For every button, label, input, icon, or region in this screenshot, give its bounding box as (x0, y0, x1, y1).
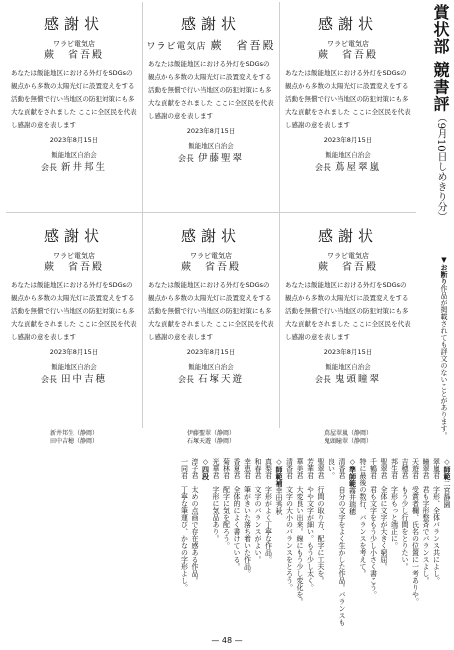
certificate-signature (7, 374, 141, 386)
commentary-text: 幸田秀秋 (275, 487, 283, 515)
winner-name: 蔦屋翠嵐（静岡） (323, 430, 372, 437)
commentary-line (379, 458, 390, 630)
certificate-recipient: 蕨 省吾殿 (210, 39, 276, 52)
commentary-line (284, 458, 295, 630)
winners-group (7, 430, 141, 446)
certificate-company: ワラビ電気店 (190, 252, 232, 260)
certificate-title: 感謝状 (43, 15, 104, 33)
signer-title: 会長 (314, 163, 331, 172)
notice (423, 256, 449, 466)
commentary-line (295, 458, 306, 630)
commentary-line (316, 458, 327, 630)
certificate-signature (7, 162, 141, 174)
certificate-org: 飯能地区自治会 (51, 151, 97, 159)
commentary-line (347, 458, 358, 630)
commentary-line (305, 458, 316, 630)
commentary-line (431, 458, 442, 630)
certificate-signature (144, 374, 278, 386)
commentary-text: 菊林君 配字に気を配ろう。 (222, 458, 231, 549)
certificate-date: 2023年8月15日 (186, 348, 236, 356)
signer-title: 会長 (40, 375, 57, 384)
certificate-signature (281, 374, 415, 386)
notice-mark: ▼お断り (440, 256, 448, 285)
commentary-text: 千鶴君 君も文字をもう少し小さく書こう。 (369, 458, 378, 598)
commentary-text: 淳子君 太めの点画で存在感ある作品。 (191, 458, 199, 584)
certificate-title: 感謝状 (180, 15, 241, 33)
certificate-body: あなたは飯能地区における外灯をSDGsの観点から多数の太陽光灯に設置変えをする活動を無償で行い当地区の防犯対策にも多大な貢献をされました ここに全区民を代表し感謝の意を表します (11, 281, 137, 341)
commentary-text: 特に最後の数行、バランスを考えて。 (359, 458, 367, 577)
commentary (6, 458, 452, 630)
certificate-date: 2023年8月15日 (49, 136, 99, 144)
signer-name: 鬼頭瞳翠 (334, 374, 381, 385)
signer-title: 会長 (314, 375, 331, 384)
signer-name: 石塚天遊 (197, 374, 244, 385)
commentary-text: 邦生君 字形もっと端正に。 (390, 458, 399, 549)
commentary-text: 天遊君 受賞者欄、氏名の位置に一考ありや。 (411, 458, 420, 605)
certificate-6 (281, 216, 415, 421)
winner-name: 新井邦生（静岡） (49, 430, 98, 437)
signer-title: 会長 (40, 163, 57, 172)
certificate-signature (281, 162, 415, 174)
certificate-org: 飯能地区自治会 (325, 151, 371, 159)
certificate-date: 2023年8月15日 (49, 348, 99, 356)
certificate-company: ワラビ電気店 (327, 252, 369, 260)
certificate-recipient: 蕨 省吾殿 (318, 50, 378, 61)
grid-divider (6, 212, 416, 213)
winner-name: 鬼頭瞳翠（静岡） (323, 438, 372, 445)
section-title (420, 4, 452, 254)
commentary-line (421, 458, 432, 630)
certificate-body: あなたは飯能地区における外灯をSDGsの観点から多数の太陽光灯に設置変えをする活動を無償で行い当地区の防犯対策にも多大な貢献をされました ここに全区民を代表し感謝の意を表します (148, 281, 274, 341)
section-title-deadline: （9月10日しめきり分） (435, 112, 446, 222)
commentary-line (326, 458, 347, 630)
certificate-body: あなたは飯能地区における外灯をSDGsの観点から多数の太陽光灯に設置変えをする活動を無償で行い当地区の防犯対策にも多大な貢献をされました ここに全区民を代表し感謝の意を表します (285, 281, 411, 341)
certificate-date: 2023年8月15日 (323, 136, 373, 144)
winner-name: 石塚天遊（静岡） (186, 438, 235, 445)
commentary-text: 瞳翠君 君も字形整斉でバランスよし。 (422, 458, 430, 584)
certificate-org: 飯能地区自治会 (325, 363, 371, 371)
certificate-title: 感謝状 (43, 227, 104, 245)
commentary-line (179, 458, 190, 630)
commentary-text: 清香君 自分の文字をよく生かした作品。バランスも良い。 (327, 458, 346, 626)
grid-divider (142, 2, 143, 428)
signer-title: 会長 (177, 154, 194, 163)
signer-name: 新井邦生 (60, 162, 107, 173)
certificate-date: 2023年8月15日 (323, 348, 373, 356)
certificate-5 (144, 216, 278, 421)
commentary-line (242, 458, 253, 630)
winner-name: 伊藤聖翠（静岡） (186, 430, 235, 437)
certificate-1 (7, 4, 141, 209)
commentary-text: 真梨君 字形がよく丁寧な作品。 (264, 458, 273, 563)
certificate-body: あなたは飯能地区における外灯をSDGsの観点から多数の太陽光灯に設置変えをする活動を無償で行い当地区の防犯対策にも多大な貢献をされました ここに全区民を代表し感謝の意を表します (148, 60, 274, 120)
commentary-line (253, 458, 264, 630)
commentary-line (368, 458, 379, 630)
certificate-body: あなたは飯能地区における外灯をSDGsの観点から多数の太陽光灯に設置変えをする活動を無償で行い当地区の防犯対策にも多大な貢献をされました ここに全区民を代表し感謝の意を表します (285, 69, 411, 129)
signer-name: 伊藤聖翠 (197, 153, 244, 164)
signer-title: 会長 (177, 375, 194, 384)
commentary-line (263, 458, 274, 630)
commentary-heading: ◇師範 (443, 458, 451, 480)
certificate-org: 飯能地区自治会 (51, 363, 97, 371)
commentary-text: 二宮静園 (443, 480, 451, 508)
notice-text: 作品が掲載されても評文のないことがあります。 (440, 285, 448, 439)
certificate-org: 飯能地区自治会 (188, 363, 234, 371)
commentary-line (190, 458, 201, 630)
page-number: — 48 — (211, 636, 243, 645)
commentary-text: 華美君 大変良い出来。線にもう少し変化を。 (296, 458, 304, 605)
commentary-text: 芳華君 やや文字が細い。もう少し太く。 (306, 458, 315, 591)
grid-divider (279, 2, 280, 428)
certificate-recipient: 蕨 省吾殿 (44, 50, 104, 61)
certificate-title: 感謝状 (180, 227, 241, 245)
certificate-org: 飯能地区自治会 (188, 142, 234, 150)
signer-name: 蔦屋翠嵐 (334, 162, 381, 173)
certificate-body: あなたは飯能地区における外灯をSDGsの観点から多数の太陽光灯に設置変えをする活動を無償で行い当地区の防犯対策にも多大な貢献をされました ここに全区民を代表し感謝の意を表します (11, 69, 137, 129)
commentary-line (442, 458, 453, 630)
certificate-recipient: 蕨 省吾殿 (318, 262, 378, 273)
certificate-title: 感謝状 (317, 15, 378, 33)
commentary-text: 幸恵君 筆がきいた落ち着いた作品。 (243, 458, 252, 577)
certificate-signature (144, 153, 278, 165)
commentary-text: 香夏君 全体的によく書けている。 (233, 458, 241, 570)
section-title-main: 賞状部 競書評 (431, 4, 450, 113)
certificate-date: 2023年8月15日 (186, 127, 236, 135)
commentary-line (221, 458, 232, 630)
commentary-text: 霧井瑞穂 (348, 487, 357, 515)
winners-group (281, 430, 415, 446)
commentary-line (400, 458, 411, 630)
commentary-text: 一同君 丁寧な筆運び、かなの字形よし。 (180, 458, 189, 591)
winner-name: 田中吉穂（静岡） (49, 438, 98, 445)
commentary-line (232, 458, 243, 630)
commentary-heading: ◇準師範 (348, 458, 357, 487)
winners-group (144, 430, 278, 446)
certificate-addressee (144, 40, 278, 53)
certificate-title: 感謝状 (317, 227, 378, 245)
commentary-line (200, 458, 211, 630)
certificate-company: ワラビ電気店 (146, 42, 207, 52)
commentary-text: 吉穂君 もう少し行間をとりたい。 (401, 458, 409, 570)
certificate-3 (281, 4, 415, 209)
signer-name: 田中吉穂 (60, 374, 107, 385)
certificate-grid (6, 2, 416, 428)
certificate-company: ワラビ電気店 (53, 252, 95, 260)
commentary-text: 和春君 文字のバランスがよい。 (254, 458, 262, 563)
certificate-4 (7, 216, 141, 421)
commentary-heading: ◇四段 (201, 458, 210, 480)
commentary-text: 翠嵐君 字形、全体バランス共によし。 (432, 458, 441, 584)
commentary-line (358, 458, 369, 630)
certificate-recipient: 蕨 省吾殿 (44, 262, 104, 273)
commentary-text: 清香君 文字の大小のバランスをとろう。 (285, 458, 294, 591)
commentary-line (211, 458, 222, 630)
commentary-text: 聖翠君 全体に文字が大きく窮屈。 (380, 458, 388, 570)
certificate-2 (144, 4, 278, 209)
certificate-company: ワラビ電気店 (327, 40, 369, 48)
commentary-text: 光華君 字形に気品あり。 (212, 458, 220, 542)
winners-captions (6, 430, 416, 452)
commentary-line (410, 458, 421, 630)
commentary-text: 聖翠君 行間の取り方、配字に工夫を。 (317, 458, 325, 584)
commentary-heading: ◇師範補 (275, 458, 283, 487)
commentary-line (274, 458, 285, 630)
certificate-company: ワラビ電気店 (53, 40, 95, 48)
certificate-recipient: 蕨 省吾殿 (181, 262, 241, 273)
commentary-line (389, 458, 400, 630)
